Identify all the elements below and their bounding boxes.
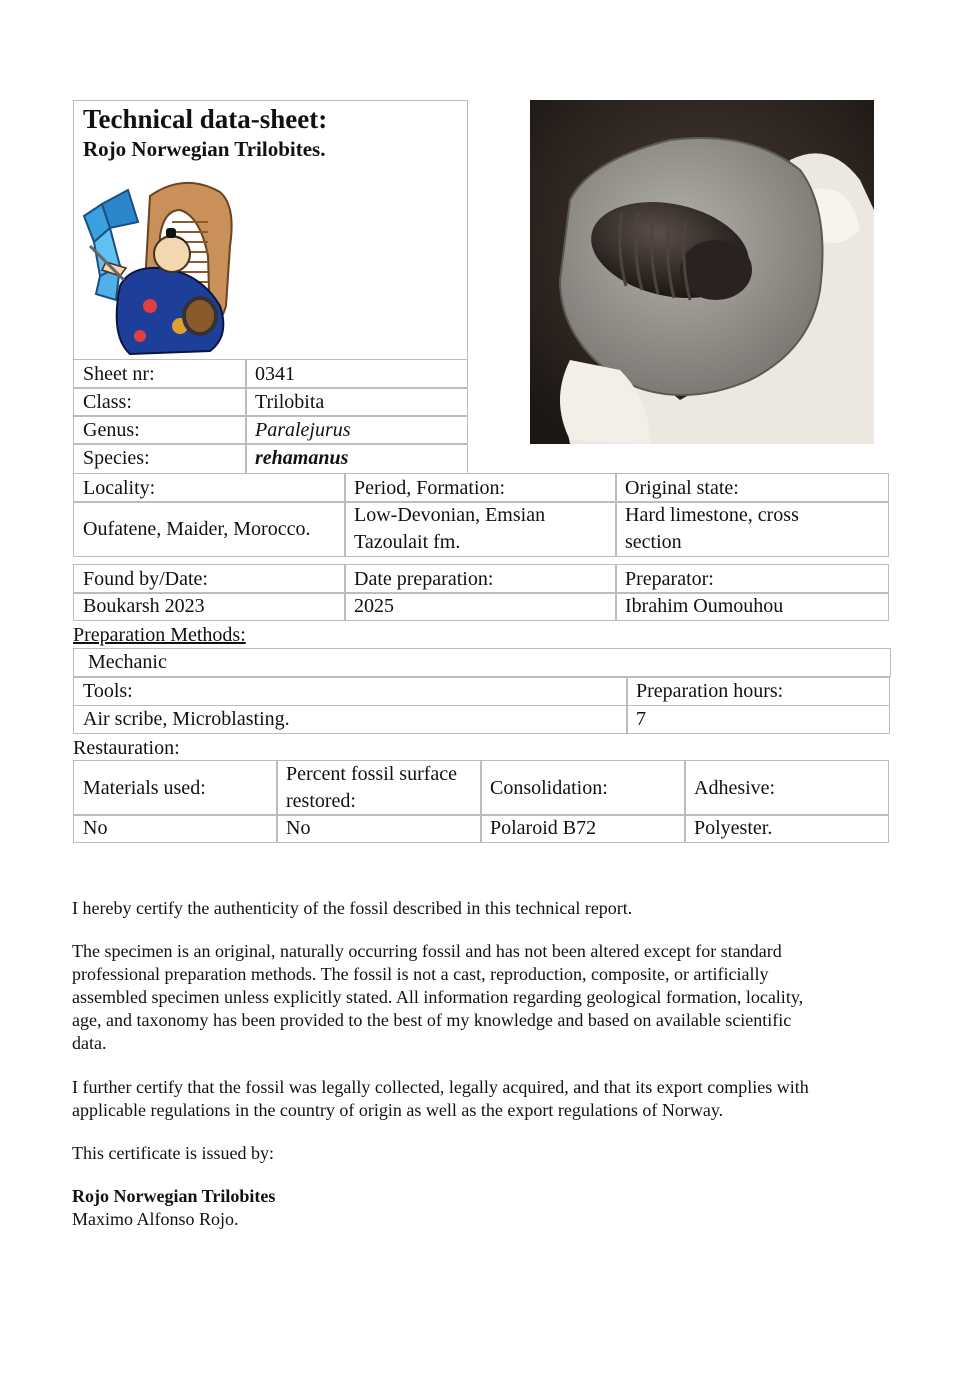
materials-used-label: Materials used:	[73, 760, 278, 816]
genus-value: Paralejurus	[245, 415, 468, 445]
percent-restored-label-line2: restored:	[286, 790, 356, 812]
page-title: Technical data-sheet:	[83, 104, 328, 134]
consolidation-value: Polaroid B72	[480, 814, 686, 843]
period-value-line2: Tazoulait fm.	[354, 531, 461, 553]
certify-statement: I hereby certify the authenticity of the fossil described in this technical report.	[72, 898, 633, 918]
preparation-method-value: Mechanic	[73, 648, 891, 677]
period-label: Period, Formation:	[344, 473, 617, 503]
sheet-nr-value: 0341	[245, 359, 468, 389]
class-label: Class:	[73, 387, 247, 417]
locality-label: Locality:	[73, 473, 346, 503]
materials-used-value: No	[73, 814, 278, 843]
original-state-value	[615, 501, 889, 557]
legal-paragraph-line2: applicable regulations in the country of origin as well as the export regulations of Norway.	[72, 1100, 724, 1120]
percent-restored-label-line1: Percent fossil surface	[286, 763, 458, 785]
original-state-label: Original state:	[615, 473, 889, 503]
period-value	[344, 501, 617, 557]
page-subtitle: Rojo Norwegian Trilobites.	[83, 137, 326, 161]
date-preparation-value: 2025	[344, 592, 617, 621]
found-by-label: Found by/Date:	[73, 564, 346, 594]
locality-value: Oufatene, Maider, Morocco.	[73, 501, 346, 557]
preparator-value: Ibrahim Oumouhou	[615, 592, 889, 621]
trilobite-specimen-photo	[530, 100, 874, 444]
sheet-nr-label: Sheet nr:	[73, 359, 247, 389]
specimen-paragraph-line2: professional preparation methods. The fossil is not a cast, reproduction, composite, or artificially	[72, 964, 769, 984]
samurai-trilobite-logo	[80, 176, 246, 356]
preparation-hours-value: 7	[626, 705, 890, 734]
found-by-value: Boukarsh 2023	[73, 592, 346, 621]
percent-restored-value: No	[276, 814, 482, 843]
period-value-line1: Low-Devonian, Emsian	[354, 504, 546, 526]
tools-value: Air scribe, Microblasting.	[73, 705, 628, 734]
class-value: Trilobita	[245, 387, 468, 417]
issuer-company: Rojo Norwegian Trilobites	[72, 1186, 276, 1206]
species-label: Species:	[73, 443, 247, 474]
specimen-paragraph-line3: assembled specimen unless explicitly stated. All information regarding geological formation, locality,	[72, 987, 804, 1007]
tools-label: Tools:	[73, 677, 628, 706]
adhesive-label: Adhesive:	[684, 760, 889, 816]
consolidation-label: Consolidation:	[480, 760, 686, 816]
original-state-line2: section	[625, 531, 682, 553]
genus-label: Genus:	[73, 415, 247, 445]
adhesive-value: Polyester.	[684, 814, 889, 843]
original-state-line1: Hard limestone, cross	[625, 504, 799, 526]
date-preparation-label: Date preparation:	[344, 564, 617, 594]
specimen-paragraph-line5: data.	[72, 1033, 107, 1053]
legal-paragraph-line1: I further certify that the fossil was legally collected, legally acquired, and that its export complies with	[72, 1077, 809, 1097]
preparation-methods-heading: Preparation Methods:	[73, 624, 246, 646]
restauration-heading: Restauration:	[73, 737, 180, 759]
species-value: rehamanus	[245, 443, 468, 474]
preparation-hours-label: Preparation hours:	[626, 677, 890, 706]
issuer-signer: Maximo Alfonso Rojo.	[72, 1209, 239, 1229]
specimen-paragraph	[72, 940, 902, 1055]
legal-paragraph	[72, 1076, 912, 1122]
percent-restored-label	[276, 760, 482, 816]
specimen-paragraph-line1: The specimen is an original, naturally occurring fossil and has not been altered except for standard	[72, 941, 782, 961]
issued-by-text: This certificate is issued by:	[72, 1143, 274, 1163]
preparator-label: Preparator:	[615, 564, 889, 594]
specimen-paragraph-line4: age, and taxonomy has been provided to the best of my knowledge and based on available scientific	[72, 1010, 792, 1030]
